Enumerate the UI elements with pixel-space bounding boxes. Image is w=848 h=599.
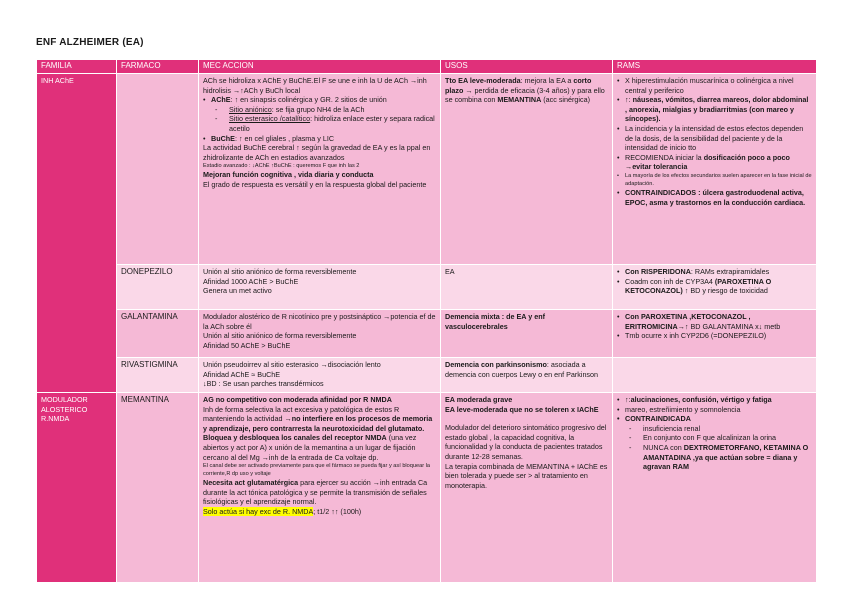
- table-row: [37, 393, 817, 583]
- rams-cell: • X hiperestimulación muscarínica o colinérgica a nivel central y periferico • ↑: náuseas, vómitos, diarrea mareos, dolor abdominal , anorexia, mialgias y bradiarritmias (con mareo y síncopes). • La incidencia y la intensidad de estos efectos dependen de la dosis, de la sensibilidad del paciente y de la intensidad de inicio tto • RECOMIENDA iniciar la dosificación poco a poco →evitar tolerancia • La mayoría de los efectos secundarios suelen aparecer en la fase inicial de adaptación. • CONTRAINDICADOS : úlcera gastroduodenal activa, EPOC, asma y trastornos en la conducción cardiaca.: [613, 74, 817, 265]
- farmaco-cell-empty: [117, 74, 199, 265]
- mec-cell: Unión pseudoirrev al sitio esterasico →disociación lento Afinidad AChE ≈ BuChE ↓BD : Se usan parches transdérmicos: [199, 358, 441, 393]
- mec-cell: Modulador alostérico de R nicotínico pre y postsináptico →potencia ef de la ACh sobre él Unión al sitio aniónico de forma reversiblemente Afinidad 50 AChE > BuChE: [199, 310, 441, 358]
- rams-cell-empty: [613, 358, 817, 393]
- rams-cell: • Con PAROXETINA ,KETOCONAZOL , ERITROMICINA→↑ BD GALANTAMINA x↓ metb • Tmb ocurre x inh CYP2D6 (=DONEPEZILO): [613, 310, 817, 358]
- header-familia: FAMILIA: [37, 60, 117, 74]
- rams-cell: • ↑:alucinaciones, confusión, vértigo y fatiga • mareo, estreñimiento y somnolencia • CONTRAINDICADA - insuficiencia renal - En conjunto con F que alcalinizan la orina - NUNCA con DEXTROMETORFANO, KETAMINA O AMANTADINA ,ya que actúan sobre = diana y agravan RAM: [613, 393, 817, 583]
- table-row: [37, 310, 817, 358]
- farmaco-donepezilo: DONEPEZILO: [117, 265, 199, 310]
- usos-cell: EA: [441, 265, 613, 310]
- usos-cell: Demencia mixta : de EA y enf vasculocerebrales: [441, 310, 613, 358]
- rams-cell: • Con RISPERIDONA: RAMs extrapiramidales • Coadm con inh de CYP3A4 (PAROXETINA O KETOCONAZOL) ↑ BD y riesgo de toxicidad: [613, 265, 817, 310]
- table-row: [37, 265, 817, 310]
- header-row: [37, 60, 817, 74]
- family-inh-ache: INH AChE: [37, 74, 117, 393]
- usos-cell: Demencia con parkinsonismo: asociada a demencia con cuerpos Lewy o en enf Parkinson: [441, 358, 613, 393]
- header-farmaco: FARMACO: [117, 60, 199, 74]
- table-row: [37, 74, 817, 265]
- farmaco-galantamina: GALANTAMINA: [117, 310, 199, 358]
- family-modulador: MODULADOR ALOSTERICO R.NMDA: [37, 393, 117, 583]
- page-title: ENF ALZHEIMER (EA): [36, 37, 144, 48]
- usos-cell: EA moderada grave EA leve-moderada que no se toleren x IAChE Modulador del deterioro sintomático progresivo del estado global , la capacidad cognitiva, la funcionalidad y la conducta de pacientes tratados durante 12-28 semanas. La terapia combinada de MEMANTINA + IAChE es bien tolerada y puede ser > al tratamiento en monoterapia.: [441, 393, 613, 583]
- mec-cell: AG no competitivo con moderada afinidad por R NMDA Inh de forma selectiva la act excesiva y patológica de estos R manteniendo la actividad →no interfiere en los procesos de memoria y aprendizaje, pero contrarresta la neurotoxicidad del glutamato. Bloquea y desbloquea los canales del receptor NMDA (una vez abiertos y act por A) x unión de la memantina a un lugar de fijación cercano al del Mg →inh de la entrada de Ca voltaje dp. El canal debe ser activado previamente para que el fármaco se pueda fijar y así bloquear la corriente,R dp uso y voltaje Necesita act glutamatérgica para ejercer su acción →inh entrada Ca durante la act tónica patológica y se permite la transmisión de señales fisiológicas y el aprendizaje normal. Solo actúa si hay exc de R. NMDA; t1/2 ↑↑ (100h): [199, 393, 441, 583]
- header-rams: RAMS: [613, 60, 817, 74]
- farmaco-rivastigmina: RIVASTIGMINA: [117, 358, 199, 393]
- mec-cell: Unión al sitio aniónico de forma reversiblemente Afinidad 1000 AChE > BuChE Genera un met activo: [199, 265, 441, 310]
- mec-cell: ACh se hidroliza x AChE y BuChE.El F se une e inh la U de ACh →inh hidrolisis →↑ACh y BuCh local • AChE: ↑ en sinapsis colinérgica y GR. 2 sitios de unión - Sitio aniónico: se fija grupo NH4 de la ACh - Sitio esterasico /catalítico: hidroliza enlace ester y separa radical acetilo • BuChE: ↑ en cel gliales , plasma y LIC La actividad BuChE cerebral ↑ según la gravedad de EA y es la ppal en zhidrolizante de ACh en estadios avanzados Estadio avanzado : ↓AChE ↑BuChE : queremos F que inh las 2 Mejoran función cognitiva , vida diaria y conducta El grado de respuesta es versátil y en la respuesta global del paciente: [199, 74, 441, 265]
- header-mec-accion: MEC ACCION: [199, 60, 441, 74]
- header-usos: USOS: [441, 60, 613, 74]
- drug-table: [36, 59, 817, 583]
- farmaco-memantina: MEMANTINA: [117, 393, 199, 583]
- usos-cell: Tto EA leve-moderada: mejora la EA a corto plazo → perdida de eficacia (3-4 años) y para ello se combina con MEMANTINA (acc sinérgica): [441, 74, 613, 265]
- table-row: [37, 358, 817, 393]
